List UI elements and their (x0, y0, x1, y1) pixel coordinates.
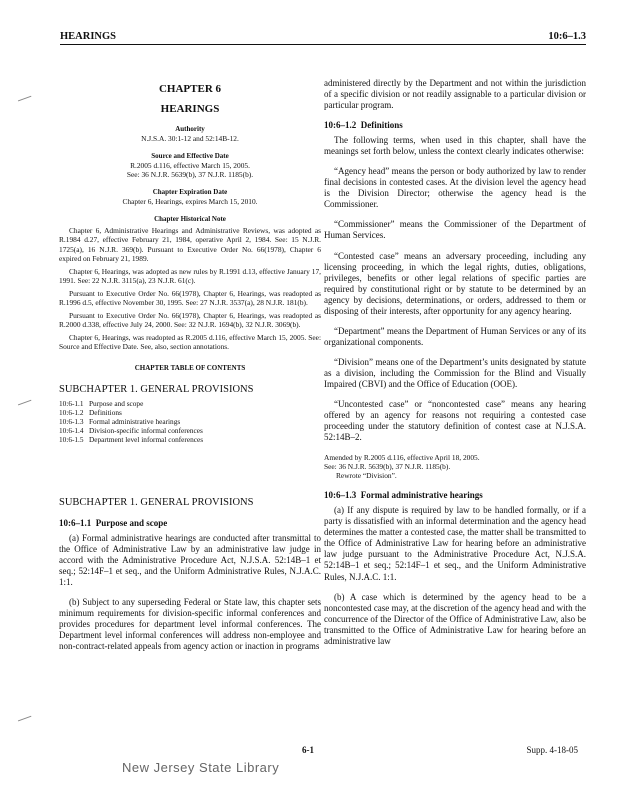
section-title: Purpose and scope (95, 517, 168, 528)
running-header (60, 30, 586, 45)
section-paragraph: (b) A case which is determined by the agency head to be a noncontested case may, at the discretion of the agency head and with the concurrence of the Director of the Office of Administrative Law, also be transmitted to the Office of Administrative Law for hearing before an administrative law (324, 591, 586, 646)
toc-item-title: Department level informal conferences (89, 434, 204, 444)
section-number: 10:6–1.1 (59, 517, 92, 528)
table-of-contents (59, 399, 321, 444)
expiration-heading: Chapter Expiration Date (152, 188, 228, 197)
toc-subchapter: SUBCHAPTER 1. GENERAL PROVISIONS (59, 383, 254, 395)
supplement-date: Supp. 4-18-05 (526, 745, 578, 755)
chapter-title: HEARINGS (160, 103, 220, 115)
page-number: 6-1 (302, 745, 314, 755)
header-section-range: 10:6–1.3 (548, 31, 586, 42)
amendment-note (324, 453, 586, 480)
historical-note-paragraph: Chapter 6, Hearings, was readopted as R.2005 d.116, effective March 15, 2005. See: Source and Effective Date. See, also, section annotations. (59, 333, 321, 352)
toc-item[interactable] (59, 399, 321, 408)
section-paragraph: (b) Subject to any superseding Federal or State law, this chapter sets minimum requirements for division-specific informal conferences and provides procedures for department level informal conferences. The Department level informal conferences will address non-employee and non-contract-related appeals from agency action or inaction in programs (59, 596, 321, 651)
historical-note-heading: Chapter Historical Note (154, 215, 226, 224)
toc-item-number: 10:6-1.3 (59, 416, 84, 426)
definition-paragraph: “Department” means the Department of Human Services or any of its organizational components. (324, 325, 586, 347)
authority-heading: Authority (175, 125, 205, 133)
section-title: Definitions (360, 120, 403, 131)
toc-item-number: 10:6-1.1 (59, 398, 84, 408)
toc-item-title: Formal administrative hearings (89, 416, 181, 426)
section-paragraph: (a) If any dispute is required by law to be handled formally, or if a party is dissatisfied with an informal determination and the agency head determines the matter a contested case, the matter shall be transmitted to the Office of Administrative Law for hearing before an administrative law judge pursuant to the Administrative Procedure Act, N.J.S.A. 52:14B–1 et seq.; 52:14F–1 et seq., and the Uniform Administrative Rules, N.J.A.C. 1:1. (324, 505, 586, 582)
authority-text: N.J.S.A. 30:1-12 and 52:14B-12. (141, 134, 239, 143)
historical-note-paragraph: Pursuant to Executive Order No. 66(1978), Chapter 6, Hearings, was readopted as R.1996 d.5, effective November 30, 1995. See: 27 N.J.R. 3537(a), 28 N.J.R. 181(b). (59, 288, 321, 308)
definition-paragraph: “Commissioner” means the Commissioner of the Department of Human Services. (324, 219, 586, 241)
right-column (324, 78, 586, 647)
section-number: 10:6–1.3 (324, 490, 357, 501)
chapter-number: CHAPTER 6 (158, 83, 222, 95)
continued-paragraph: administered directly by the Department and not within the jurisdiction of a specific division or not readily assignable to a particular division or particular program. (324, 78, 586, 111)
source-heading: Source and Effective Date (151, 152, 229, 161)
expiration-text: Chapter 6, Hearings, expires March 15, 2010. (122, 197, 258, 207)
toc-item[interactable] (59, 435, 321, 444)
left-column (59, 78, 321, 652)
header-title: HEARINGS (60, 31, 117, 42)
amendment-line: See: 36 N.J.R. 5639(b), 37 N.J.R. 1185(b). (324, 462, 451, 472)
subchapter-heading: SUBCHAPTER 1. GENERAL PROVISIONS (59, 496, 254, 508)
section-title: Formal administrative hearings (360, 490, 483, 501)
amendment-line: Amended by R.2005 d.116, effective April 18, 2005. (324, 453, 480, 463)
historical-note-paragraph: Chapter 6, Administrative Hearings and Administrative Reviews, was adopted as R.1984 d.27, effective February 21, 1984, operative April 2, 1984. See: 15 N.J.R. 1725(a), 16 N.J.R. 369(b). Pursuant to Executive Order No. 66(1978), Chapter 6 expired on February 21, 1989. (59, 226, 321, 263)
toc-item[interactable] (59, 408, 321, 417)
toc-item-title: Purpose and scope (89, 398, 144, 408)
historical-note-paragraph: Chapter 6, Hearings, was adopted as new rules by R.1991 d.13, effective January 17, 1991. See: 22 N.J.R. 3115(a), 23 N.J.R. 61(c). (59, 266, 321, 285)
margin-mark (18, 400, 32, 408)
amendment-line: Rewrote “Division”. (336, 471, 397, 481)
section-number: 10:6–1.2 (324, 120, 357, 131)
definition-paragraph: “Division” means one of the Department’s units designated by statute as a division, including the Commission for the Blind and Visually Impaired (CBVI) and the Office of Education (OOE). (324, 356, 586, 389)
toc-item[interactable] (59, 417, 321, 426)
definition-paragraph: “Uncontested case” or “noncontested case” means any hearing offered by an agency for reasons not requiring a contested case proceeding under the statutory definition of contest case at N.J.S.A. 52:14B–2. (324, 399, 586, 443)
toc-item[interactable] (59, 426, 321, 435)
toc-item-number: 10:6-1.2 (59, 407, 84, 417)
section-heading (59, 518, 321, 529)
margin-mark (18, 716, 32, 724)
definition-paragraph: “Contested case” means an adversary proceeding, including any licensing proceeding, in which the legal rights, duties, obligations, privileges, benefits or other legal relations of specific parties are required by constitutional right or by statute to be determined by an agency by decisions, determinations, or orders, addressed to them or disposing of their interests, after opportunity for any agency hearing. (324, 250, 586, 316)
source-line: R.2005 d.116, effective March 15, 2005. (130, 161, 250, 171)
source-line: See: 36 N.J.R. 5639(b), 37 N.J.R. 1185(b). (126, 170, 254, 180)
toc-item-title: Division-specific informal conferences (89, 425, 203, 435)
toc-heading: CHAPTER TABLE OF CONTENTS (134, 363, 246, 372)
section-heading (324, 490, 586, 501)
toc-item-title: Definitions (89, 407, 122, 417)
toc-item-number: 10:6-1.4 (59, 425, 84, 435)
definitions-intro: The following terms, when used in this chapter, shall have the meanings set forth below, unless the context clearly indicates otherwise: (324, 135, 586, 157)
toc-item-number: 10:6-1.5 (59, 434, 84, 444)
library-stamp: New Jersey State Library (122, 760, 280, 775)
margin-mark (18, 96, 32, 104)
definition-paragraph: “Agency head” means the person or body authorized by law to render final decisions in contested cases. At the division level the agency head is the Division Director; otherwise the agency head is the Commissioner. (324, 166, 586, 210)
historical-note-paragraph: Pursuant to Executive Order No. 66(1978), Chapter 6, Hearings, was readopted as R.2000 d.338, effective July 24, 2000. See: 32 N.J.R. 1694(b), 32 N.J.R. 3069(b). (59, 311, 321, 330)
section-heading (324, 120, 586, 131)
section-paragraph: (a) Formal administrative hearings are conducted after transmittal to the Office of Administrative Law by an administrative law judge in accord with the Administrative Procedure Act, N.J.S.A. 52:14B–1 et seq.; 52:14F–1 et seq., and the Uniform Administrative Rules, N.J.A.C. 1:1. (59, 532, 321, 587)
